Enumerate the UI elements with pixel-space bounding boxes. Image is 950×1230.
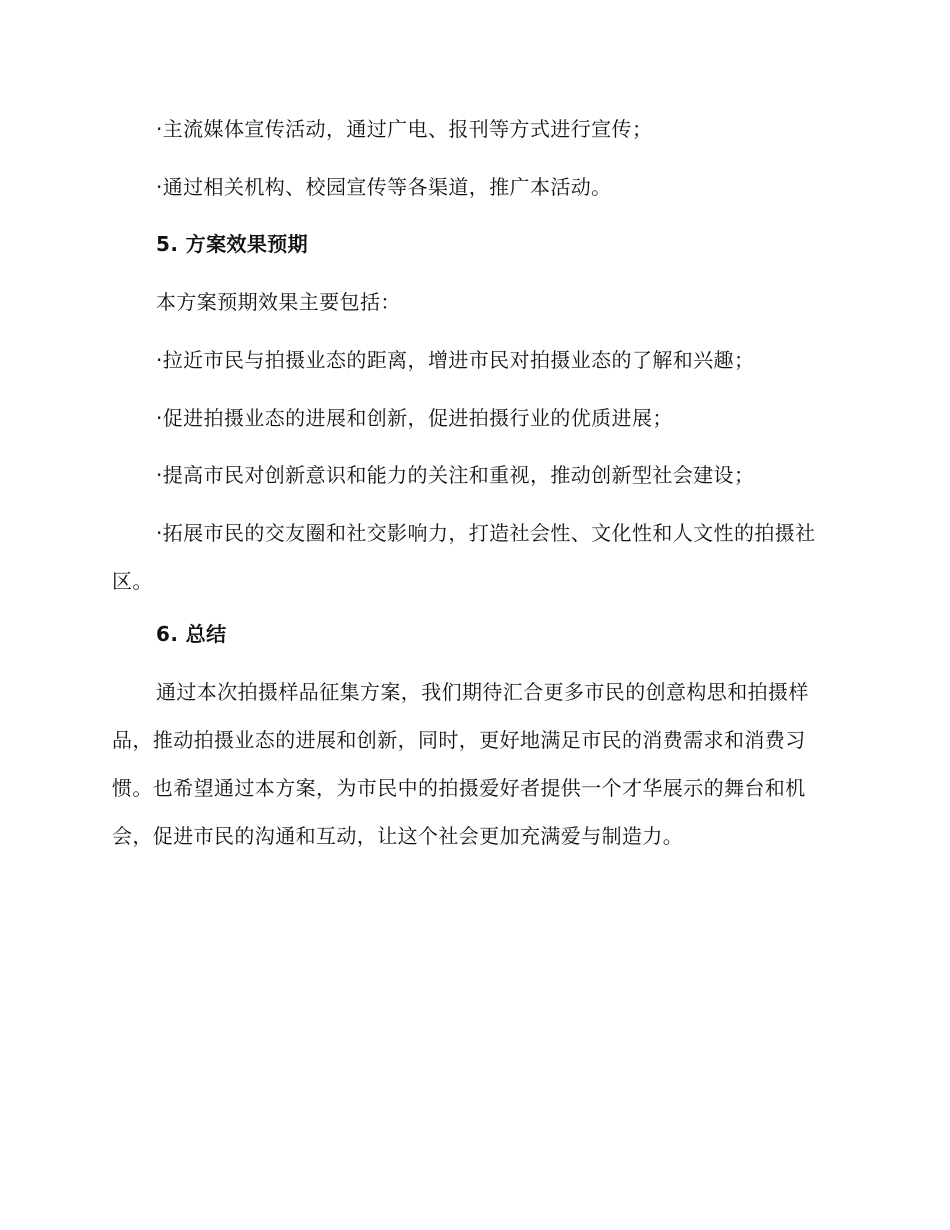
section-heading: 5. 方案效果预期 (156, 232, 309, 256)
bullet-item: ·提高市民对创新意识和能力的关注和重视，推动创新型社会建设； (156, 463, 755, 487)
bullet-item: ·拉近市民与拍摄业态的距离，增进市民对拍摄业态的了解和兴趣； (156, 348, 755, 372)
bullet-item: ·主流媒体宣传活动，通过广电、报刊等方式进行宣传； (156, 117, 653, 141)
bullet-item: ·促进拍摄业态的进展和创新，促进拍摄行业的优质进展； (156, 406, 673, 430)
bullet-item: ·通过相关机构、校园宣传等各渠道，推广本活动。 (156, 175, 612, 199)
bullet-item: ·拓展市民的交友圈和社交影响力，打造社会性、文化性和人文性的拍摄社区。 (112, 521, 816, 593)
section-heading: 6. 总结 (156, 622, 227, 646)
section-intro: 本方案预期效果主要包括： (156, 290, 401, 314)
summary-paragraph: 通过本次拍摄样品征集方案，我们期待汇合更多市民的创意构思和拍摄样品，推动拍摄业态的进展和创新，同时，更好地满足市民的消费需求和消费习惯。也希望通过本方案，为市民中的拍摄爱好者提供一个才华展示的舞台和机会，促进市民的沟通和互动，让这个社会更加充满爱与制造力。 (112, 680, 809, 848)
